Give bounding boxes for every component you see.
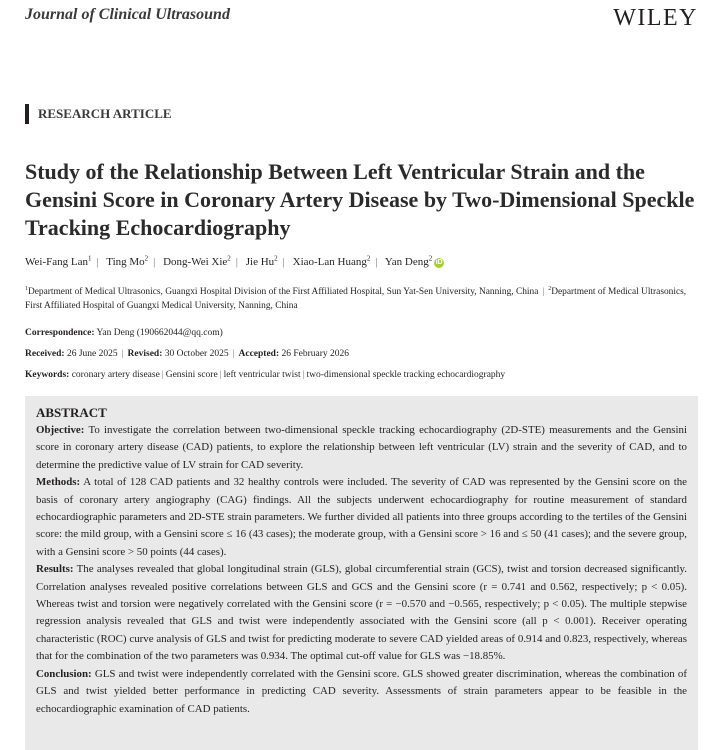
author[interactable]: Yan Deng$^2$ [384, 254, 433, 268]
abstract-methods: Methods: A total of 128 CAD patients and 32 healthy controls were included. The severity of CAD was represented by the Gensini score on the basis of coronary artery angiography (CAG) findings. All the subjects underwent echocardiography for routine measurement of standard echocardiographic parameters and 2D-STE strain parameters. We further divided all patients into three groups according to the tertiles of the Gensini score: the mild group, with a Gensini score ≤ 16 (43 cases); the moderate group, with a Gensini score > 16 and ≤ 50 (41 cases); and the severe group, with a Gensini score > 50 points (44 cases). [36, 476, 687, 558]
abstract-results: Results: The analyses revealed that global longitudinal strain (GLS), global circumferential strain (GCS), twist and torsion decreased significantly. Correlation analyses revealed positive correlations between GLS and GCS and the Gensini score (r = 0.741 and 0.562, respectively; p < 0.05). Whereas twist and torsion were negatively correlated with the Gensini score (r = −0.570 and −0.565, respectively; p < 0.05). The multiple stepwise regression analysis revealed that GLS and twist were independently associated with the Gensini score (all p < 0.001). Receiver operating characteristic (ROC) curve analysis of GLS and twist for predicting moderate to severe CAD yielded areas of 0.914 and 0.823, respectively, whereas that for the combination of the two parameters was 0.934. The optimal cut-off value for GLS was −18.85%. [36, 563, 687, 663]
keywords-line: Keywords: coronary artery disease | Gensini score | left ventricular twist | two-dimensional speckle tracking echocardiography [25, 370, 506, 380]
keyword[interactable]: two-dimensional speckle tracking echocardiography [306, 370, 506, 380]
abstract-conclusion: Conclusion: GLS and twist were independently correlated with the Gensini score. GLS showed greater discrimination, whereas the combination of GLS and twist yielded better performance in predicting CAD severity. Assessments of strain parameters appear to be feasible in the echocardiographic examination of CAD patients. [36, 667, 687, 715]
author-list: Wei-Fang Lan$^1$ | Ting Mo$^2$ | Dong-Wei Xie$^2$ | Jie Hu$^2$ | Xiao-Lan Huang$^2$ | Yan Deng$^2$iD [25, 254, 443, 268]
affiliations: $^1$Department of Medical Ultrasonics, Guangxi Hospital Division of the First Affiliated Hospital, Sun Yat-Sen University, Nanning, China | $^2$Department of Medical Ultrasonics, First Affiliated Hospital of Guangxi Medical University, Nanning, China [25, 286, 687, 312]
article-title: Study of the Relationship Between Left Ventricular Strain and the Gensini Score in Coronary Artery Disease by Two-Dimensional Speckle Tracking Echocardiography [25, 159, 695, 240]
author[interactable]: Xiao-Lan Huang$^2$ [292, 254, 371, 268]
author[interactable]: Ting Mo$^2$ [106, 254, 149, 268]
author[interactable]: Dong-Wei Xie$^2$ [163, 254, 231, 268]
correspondence-line: Correspondence: Yan Deng (190662044@qq.com) [25, 328, 223, 338]
journal-name: Journal of Clinical Ultrasound [25, 6, 230, 23]
abstract-objective: Objective: To investigate the correlation between two-dimensional speckle tracking echocardiography (2D-STE) measurements and the Gensini score in coronary artery disease (CAD) patients, to explore the relationship between left ventricular (LV) strain and the severity of CAD, and to determine the predictive value of LV strain for CAD severity. [36, 424, 688, 471]
author[interactable]: Jie Hu$^2$ [245, 254, 278, 268]
keyword[interactable]: Gensini score [165, 370, 218, 380]
keyword[interactable]: coronary artery disease [71, 370, 160, 380]
orcid-icon[interactable]: iD [435, 258, 443, 266]
abstract-box [25, 396, 698, 750]
publisher-logo: WILEY [613, 5, 698, 31]
keyword[interactable]: left ventricular twist [223, 370, 301, 380]
dates-line: Received: 26 June 2025 | Revised: 30 October 2025 | Accepted: 26 February 2026 [25, 349, 350, 359]
email-link[interactable]: 190662044@qq.com [139, 328, 220, 338]
author[interactable]: Wei-Fang Lan$^1$ [25, 254, 92, 268]
article-type-label: RESEARCH ARTICLE [25, 104, 172, 124]
abstract-heading: ABSTRACT [36, 405, 107, 420]
